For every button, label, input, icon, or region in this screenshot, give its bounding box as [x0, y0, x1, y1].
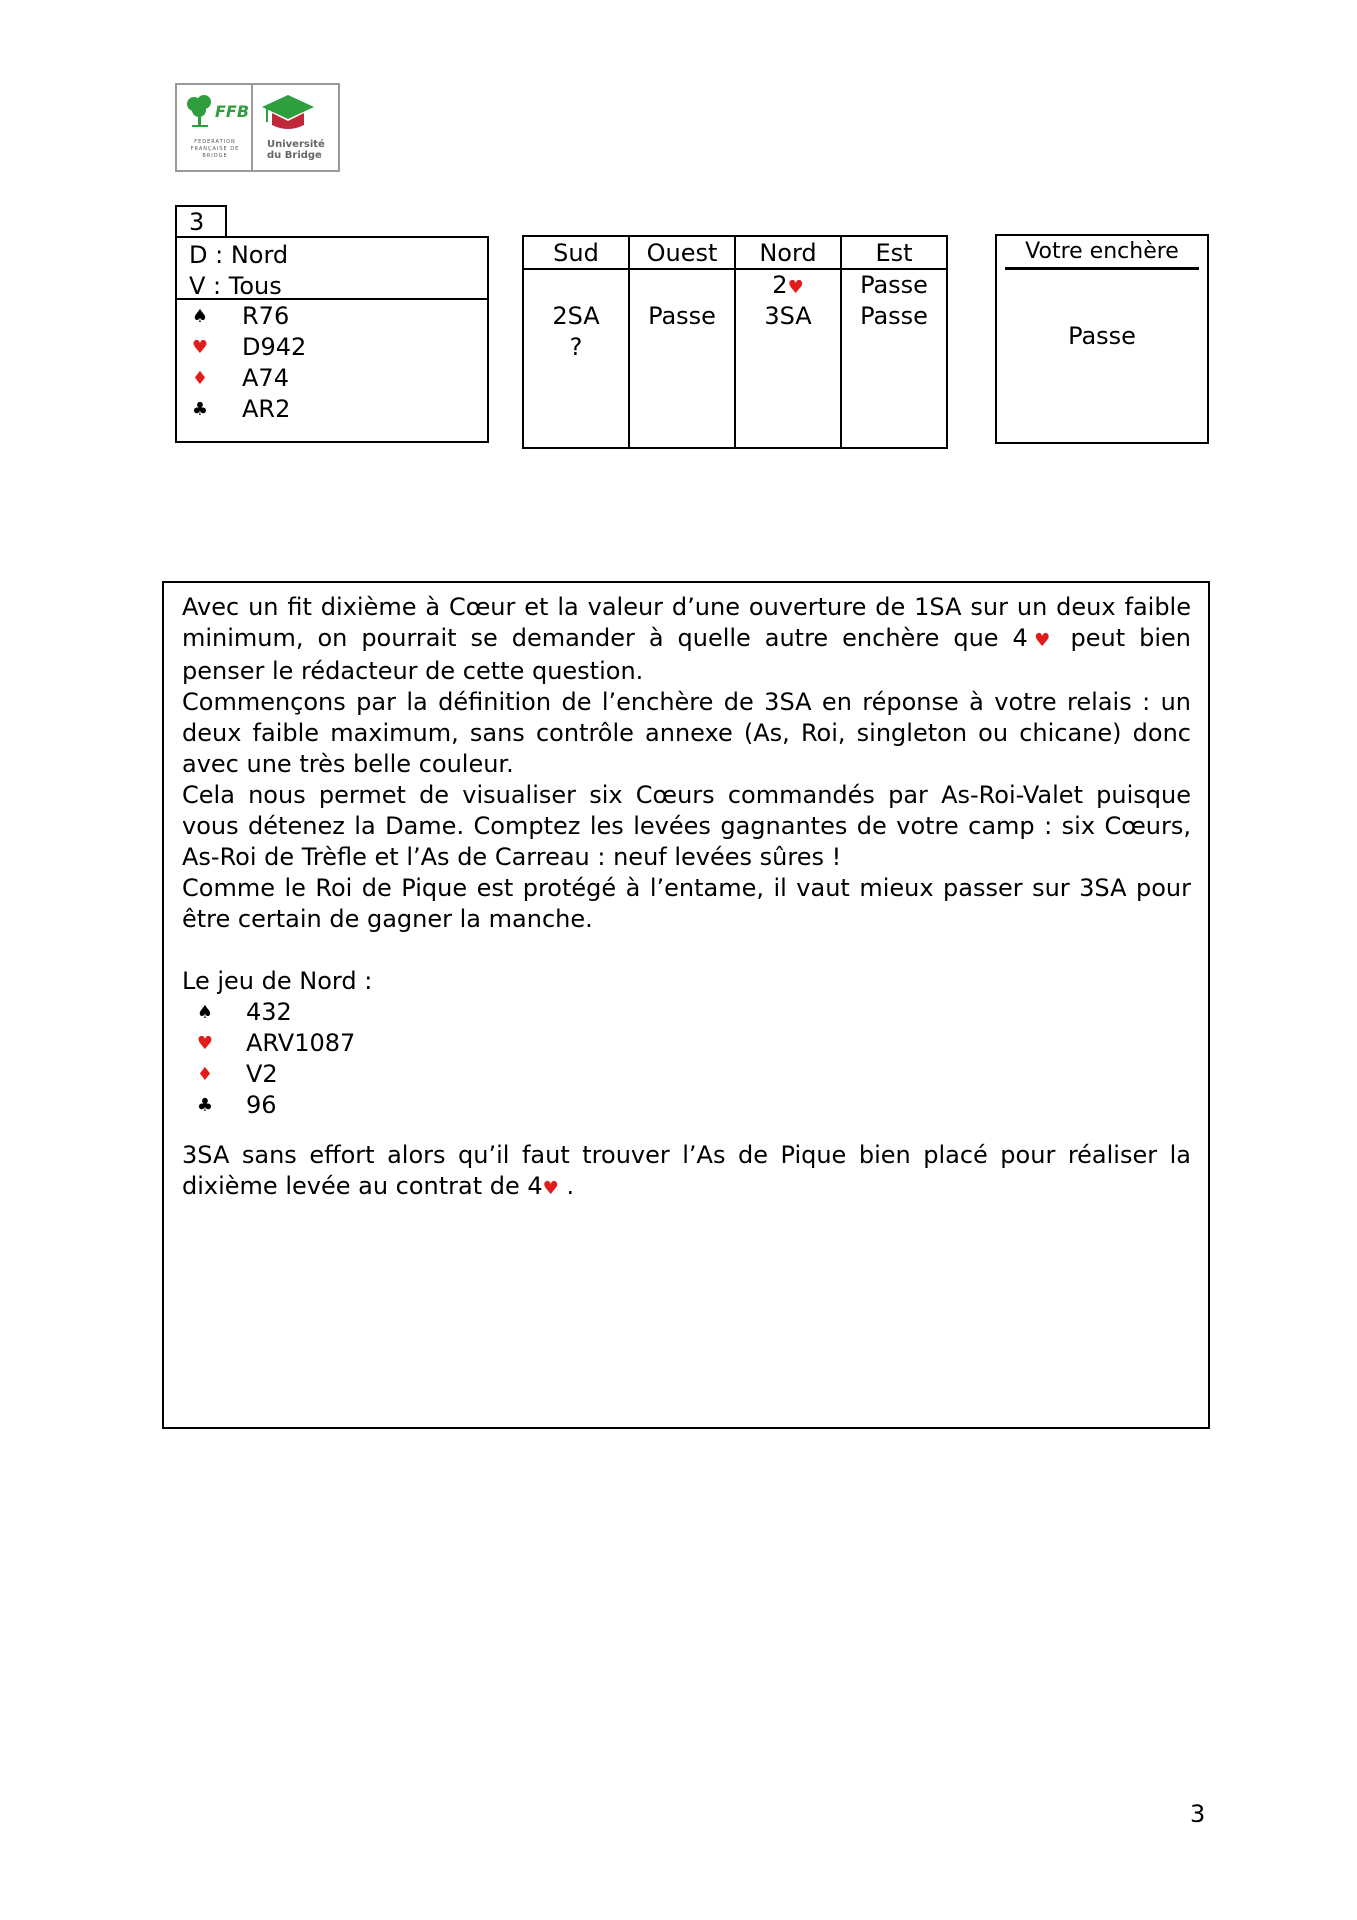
heart-cards: ARV1087: [246, 1029, 356, 1057]
bid-cell: [736, 332, 840, 363]
bidding-table: [522, 235, 948, 449]
diamond-cards: A74: [242, 364, 289, 392]
hand-row-hearts: [177, 332, 487, 363]
bid-2-heart: 2♥: [772, 271, 804, 299]
bid-column-ouest: [630, 237, 736, 447]
nord-hand: [182, 997, 1191, 1121]
bid-column-est: [842, 237, 946, 447]
bid-header-sud: Sud: [524, 237, 628, 270]
ffb-logo: [175, 83, 340, 172]
universite-text: Université du Bridge: [267, 139, 325, 161]
bid-column-nord: [736, 237, 842, 447]
explanation-text: .: [558, 1172, 575, 1200]
bid-cell: 3SA: [764, 302, 812, 330]
bid-header-nord: Nord: [736, 237, 840, 270]
explanation-text: Avec un fit dixième à Cœur et la valeur d’une ouverture de 1SA sur un deux faible minimum, on pourrait se demander à quelle autre enchère que 4: [182, 593, 1191, 652]
bid-header-est: Est: [842, 237, 946, 270]
explanation-text: peut bien penser le rédacteur de cette question.: [182, 624, 1191, 685]
heart-icon: ♥: [542, 1178, 559, 1199]
hand-row-spades: [182, 997, 1191, 1028]
hand-row-spades: [177, 301, 487, 332]
hand-row-clubs: [177, 394, 487, 425]
bid-column-sud: [524, 237, 630, 447]
spade-icon: ♠: [191, 306, 209, 327]
hand-row-hearts: [182, 1028, 1191, 1059]
bid-cell: [630, 332, 734, 363]
graduation-cap-icon: [260, 91, 316, 135]
bid-cell: [630, 270, 734, 301]
votre-enchere-answer: Passe: [1068, 322, 1136, 350]
hand-row-diamonds: [177, 363, 487, 394]
votre-enchere-title: Votre enchère: [1025, 239, 1179, 264]
votre-enchere-box: [995, 234, 1209, 444]
heart-icon: ♥: [787, 277, 804, 298]
bid-cell: ?: [569, 333, 583, 361]
spacer: [182, 1121, 1191, 1140]
spade-cards: R76: [242, 302, 290, 330]
deal-header: [177, 238, 487, 300]
explanation-paragraph-3: Cela nous permet de visualiser six Cœurs commandés par As-Roi-Valet puisque vous détenez la Dame. Comptez les levées gagnantes de votre camp : six Cœurs, As-Roi de Trèfle et l’As de Carreau : neuf levées sûres !: [182, 781, 1191, 871]
heart-icon: ♥: [196, 1033, 214, 1054]
bid-cell: [842, 332, 946, 363]
bid-header-ouest: Ouest: [630, 237, 734, 270]
universite-logo-panel: [253, 85, 338, 170]
page-number: 3: [1190, 1800, 1206, 1828]
club-icon: ♣: [196, 1095, 214, 1116]
ffb-logo-text: FFB: [215, 102, 250, 121]
diamond-icon: ♦: [191, 368, 209, 389]
dealer-label: D : Nord: [189, 241, 289, 269]
club-icon: ♣: [191, 399, 209, 420]
nord-hand-title: Le jeu de Nord :: [182, 967, 373, 995]
heart-cards: D942: [242, 333, 307, 361]
explanation-paragraph-1: [182, 592, 1191, 687]
bid-cell: Passe: [860, 271, 928, 299]
bid-cell: 2SA: [552, 302, 600, 330]
explanation-paragraph-2: Commençons par la définition de l’enchère de 3SA en réponse à votre relais : un deux faible maximum, sans contrôle annexe (As, Roi, singleton ou chicane) donc avec une très belle couleur.: [182, 688, 1191, 778]
deal-number: 3: [175, 205, 227, 238]
hand-row-diamonds: [182, 1059, 1191, 1090]
heart-icon: ♥: [1027, 630, 1057, 651]
bid-cell: Passe: [648, 302, 716, 330]
explanation-box: [162, 581, 1210, 1429]
votre-enchere-divider: [1005, 267, 1199, 270]
federation-text: FEDERATION FRANÇAISE DE BRIDGE: [190, 139, 240, 159]
bid-cell-heart: [736, 270, 840, 301]
heart-icon: ♥: [191, 337, 209, 358]
south-hand: [177, 300, 487, 425]
spacer: [182, 935, 1191, 966]
diamond-icon: ♦: [196, 1064, 214, 1085]
club-cards: AR2: [242, 395, 291, 423]
vulnerability-label: V : Tous: [189, 272, 282, 300]
spade-icon: ♠: [196, 1002, 214, 1023]
club-cards: 96: [246, 1091, 277, 1119]
spade-cards: 432: [246, 998, 292, 1026]
explanation-text: 3SA sans effort alors qu’il faut trouver l’As de Pique bien placé pour réaliser la dixième levée au contrat de 4: [182, 1141, 1191, 1200]
deal-box: [175, 236, 489, 443]
bid-cell: Passe: [860, 302, 928, 330]
hand-row-clubs: [182, 1090, 1191, 1121]
bid-cell: [524, 270, 628, 301]
explanation-paragraph-5: [182, 1140, 1191, 1204]
explanation-paragraph-4: Comme le Roi de Pique est protégé à l’entame, il vaut mieux passer sur 3SA pour être certain de gagner la manche.: [182, 874, 1191, 933]
diamond-cards: V2: [246, 1060, 278, 1088]
ffb-logo-panel: [177, 85, 253, 170]
